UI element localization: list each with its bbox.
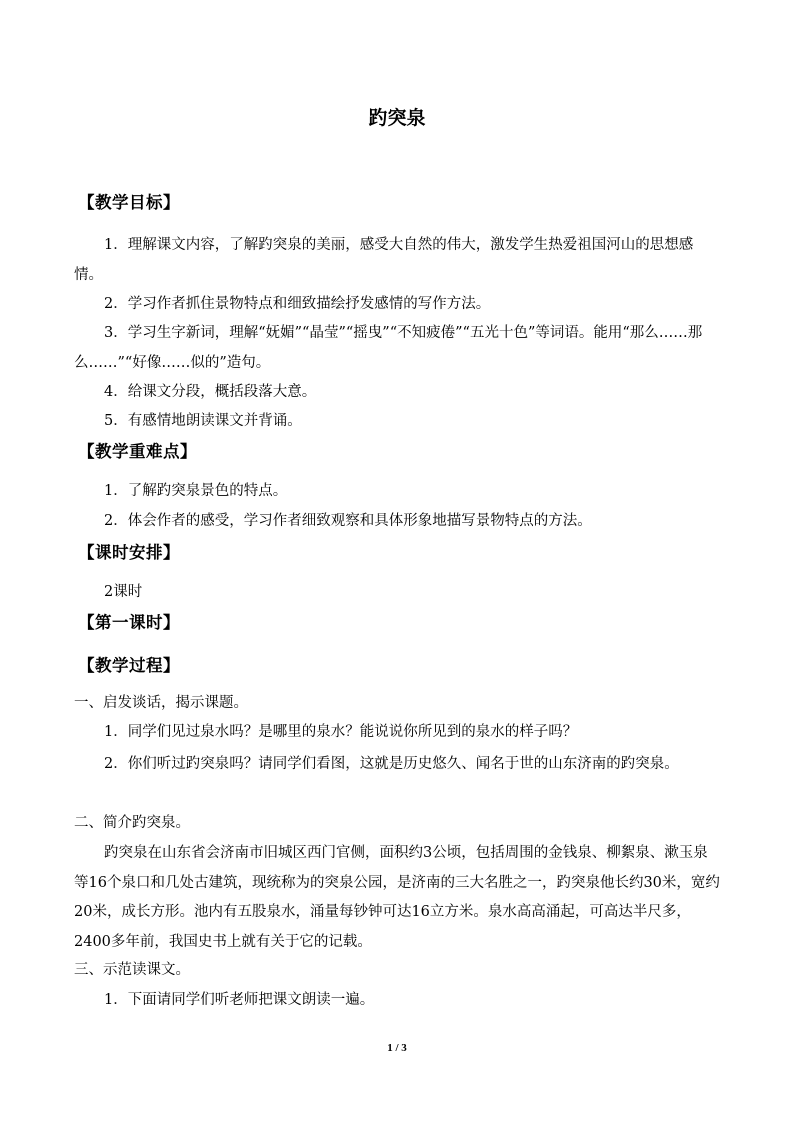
goals-heading: 【教学目标】	[78, 193, 180, 212]
step1-item: 1．同学们见过泉水吗？是哪里的泉水？能说说你所见到的泉水的样子吗？	[104, 724, 578, 740]
step1-title: 一、启发谈话，揭示课题。	[74, 695, 248, 711]
goal-item: 4．给课文分段，概括段落大意。	[104, 384, 317, 400]
step2-title: 二、简介趵突泉。	[74, 815, 190, 831]
first-lesson-heading: 【第一课时】	[78, 613, 180, 632]
goal-item: 1．理解课文内容，了解趵突泉的美丽，感受大自然的伟大，激发学生热爱祖国河山的思想感情。	[74, 237, 694, 283]
difficulty-item: 1．了解趵突泉景色的特点。	[104, 483, 288, 499]
step1-item: 2．你们听过趵突泉吗？请同学们看图，这就是历史悠久、闻名于世的山东济南的趵突泉。	[104, 756, 679, 772]
goal-item: 2．学习作者抓住景物特点和细致描绘抒发感情的写作方法。	[104, 296, 491, 312]
step3-title: 三、示范读课文。	[74, 962, 190, 978]
schedule-text: 2课时	[104, 584, 143, 600]
step3-item: 1．下面请同学们听老师把课文朗读一遍。	[104, 992, 375, 1008]
process-heading: 【教学过程】	[78, 656, 180, 675]
difficulty-item: 2．体会作者的感受，学习作者细致观察和具体形象地描写景物特点的方法。	[104, 513, 592, 529]
goal-item: 5．有感情地朗读课文并背诵。	[104, 413, 302, 429]
document-title: 趵突泉	[368, 107, 426, 129]
schedule-heading: 【课时安排】	[78, 543, 180, 562]
goal-item: 3．学习生字新词，理解“妩媚”“晶莹”“摇曳”“不知疲倦”“五光十色”等词语。能用“那么……那么……”“好像……似的”造句。	[74, 325, 703, 371]
step2-text: 趵突泉在山东省会济南市旧城区西门官侧，面积约3公顷，包括周围的金钱泉、柳絮泉、漱玉泉等16个泉口和几处古建筑，现统称为的突泉公园，是济南的三大名胜之一，趵突泉他长约30米，宽约20米，成长方形。池内有五股泉水，涌量每钞钟可达16立方米。泉水高高涌起，可高达半尺多，2400多年前，我国史书上就有关于它的记载。	[74, 845, 720, 950]
difficulties-heading: 【教学重难点】	[78, 442, 197, 461]
page-number: 1 / 3	[387, 1042, 407, 1054]
